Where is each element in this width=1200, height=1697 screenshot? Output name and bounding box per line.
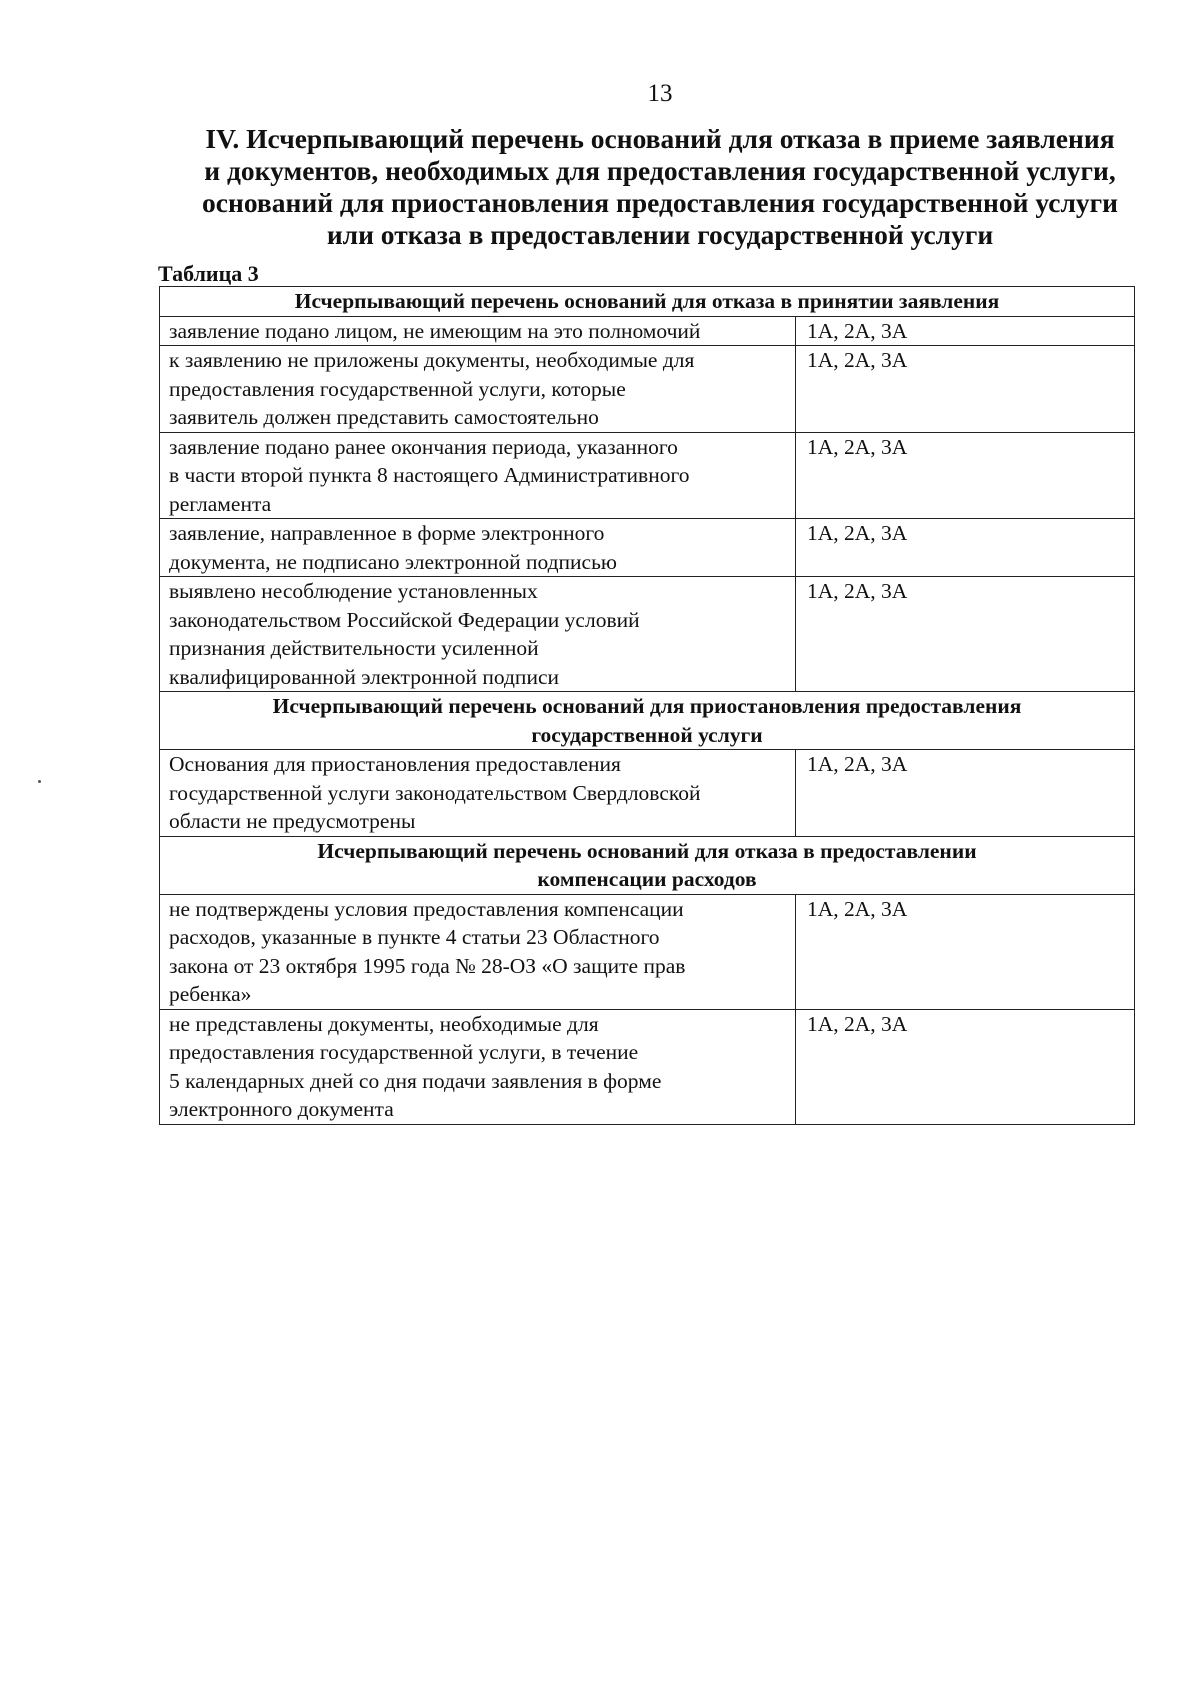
grounds-table (159, 286, 1135, 1125)
page-number: 13 (647, 80, 673, 107)
reason-line: заявитель должен представить самостоятельно (169, 405, 599, 429)
codes-cell: 1А, 2А, 3А (796, 432, 1135, 519)
codes-cell: 1А, 2А, 3А (796, 1009, 1135, 1124)
section-title (175, 123, 1145, 251)
reason-cell (160, 316, 796, 346)
group-heading-row (160, 287, 1135, 317)
section-title-line: оснований для приостановления предоставления государственной услуги (202, 187, 1118, 218)
reason-cell (160, 346, 796, 433)
reason-line: предоставления государственной услуги, в течение (169, 1040, 639, 1064)
reason-line: выявлено несоблюдение установленных (169, 579, 538, 603)
group-heading-line: компенсации расходов (537, 867, 757, 891)
reason-line: квалифицированной электронной подписи (169, 664, 559, 689)
group-heading (160, 287, 1135, 317)
reason-line: признания действительности усиленной (169, 636, 539, 660)
reason-line: не подтверждены условия предоставления компенсации (169, 896, 684, 921)
reason-line: заявление подано лицом, не имеющим на это полномочий (169, 318, 701, 343)
reason-line: документа, не подписано электронной подписью (169, 549, 617, 574)
codes-cell: 1А, 2А, 3А (796, 577, 1135, 692)
reason-line: ребенка» (169, 982, 252, 1006)
codes-cell: 1А, 2А, 3А (796, 894, 1135, 1009)
codes-cell: 1А, 2А, 3А (796, 519, 1135, 577)
reason-line: предоставления государственной услуги, которые (169, 376, 626, 401)
reason-line: государственной услуги законодательством Свердловской (169, 780, 701, 805)
group-heading-line: государственной услуги (531, 722, 763, 747)
reason-cell (160, 1009, 796, 1124)
section-title-line: IV. Исчерпывающий перечень оснований для отказа в приеме заявления (205, 123, 1115, 154)
group-heading (160, 692, 1135, 750)
reason-line: к заявлению не приложены документы, необходимые для (169, 348, 695, 372)
reason-line: области не предусмотрены (169, 809, 416, 833)
reason-line: закона от 23 октября 1995 года № 28-ОЗ «О защите прав (169, 953, 686, 978)
table-row (160, 750, 1135, 837)
codes-cell: 1А, 2А, 3А (796, 750, 1135, 837)
reason-line: электронного документа (169, 1097, 394, 1121)
table-row (160, 894, 1135, 1009)
table-row (160, 346, 1135, 433)
reason-cell (160, 750, 796, 837)
reason-line: Основания для приостановления предоставления (169, 752, 621, 776)
group-heading-row (160, 836, 1135, 894)
reason-cell (160, 519, 796, 577)
group-heading-line: Исчерпывающий перечень оснований для приостановления предоставления (272, 694, 1022, 718)
group-heading-row (160, 692, 1135, 750)
table-row (160, 432, 1135, 519)
reason-line: законодательством Российской Федерации условий (169, 607, 640, 632)
section-title-line: и документов, необходимых для предоставления государственной услуги, (204, 155, 1116, 186)
reason-cell (160, 432, 796, 519)
codes-cell: 1А, 2А, 3А (796, 316, 1135, 346)
section-title-line: или отказа в предоставлении государственной услуги (326, 219, 994, 250)
group-heading-line: Исчерпывающий перечень оснований для отказа в предоставлении (317, 838, 977, 863)
table-row (160, 519, 1135, 577)
reason-line: не представлены документы, необходимые для (169, 1011, 599, 1036)
reason-cell (160, 577, 796, 692)
reason-line: заявление, направленное в форме электронного (169, 521, 605, 545)
reason-cell (160, 894, 796, 1009)
reason-line: регламента (169, 491, 272, 516)
scan-dot (38, 780, 41, 783)
reason-line: в части второй пункта 8 настоящего Административного (169, 463, 690, 487)
group-heading-line: Исчерпывающий перечень оснований для отказа в принятии заявления (294, 289, 1000, 313)
reason-line: заявление подано ранее окончания периода, указанного (169, 434, 678, 459)
table-row (160, 1009, 1135, 1124)
reason-line: 5 календарных дней со дня подачи заявления в форме (169, 1068, 662, 1093)
table-caption: Таблица 3 (158, 261, 259, 286)
codes-cell: 1А, 2А, 3А (796, 346, 1135, 433)
table-row (160, 316, 1135, 346)
reason-line: расходов, указанные в пункте 4 статьи 23 Областного (169, 925, 660, 949)
table-row (160, 577, 1135, 692)
group-heading (160, 836, 1135, 894)
